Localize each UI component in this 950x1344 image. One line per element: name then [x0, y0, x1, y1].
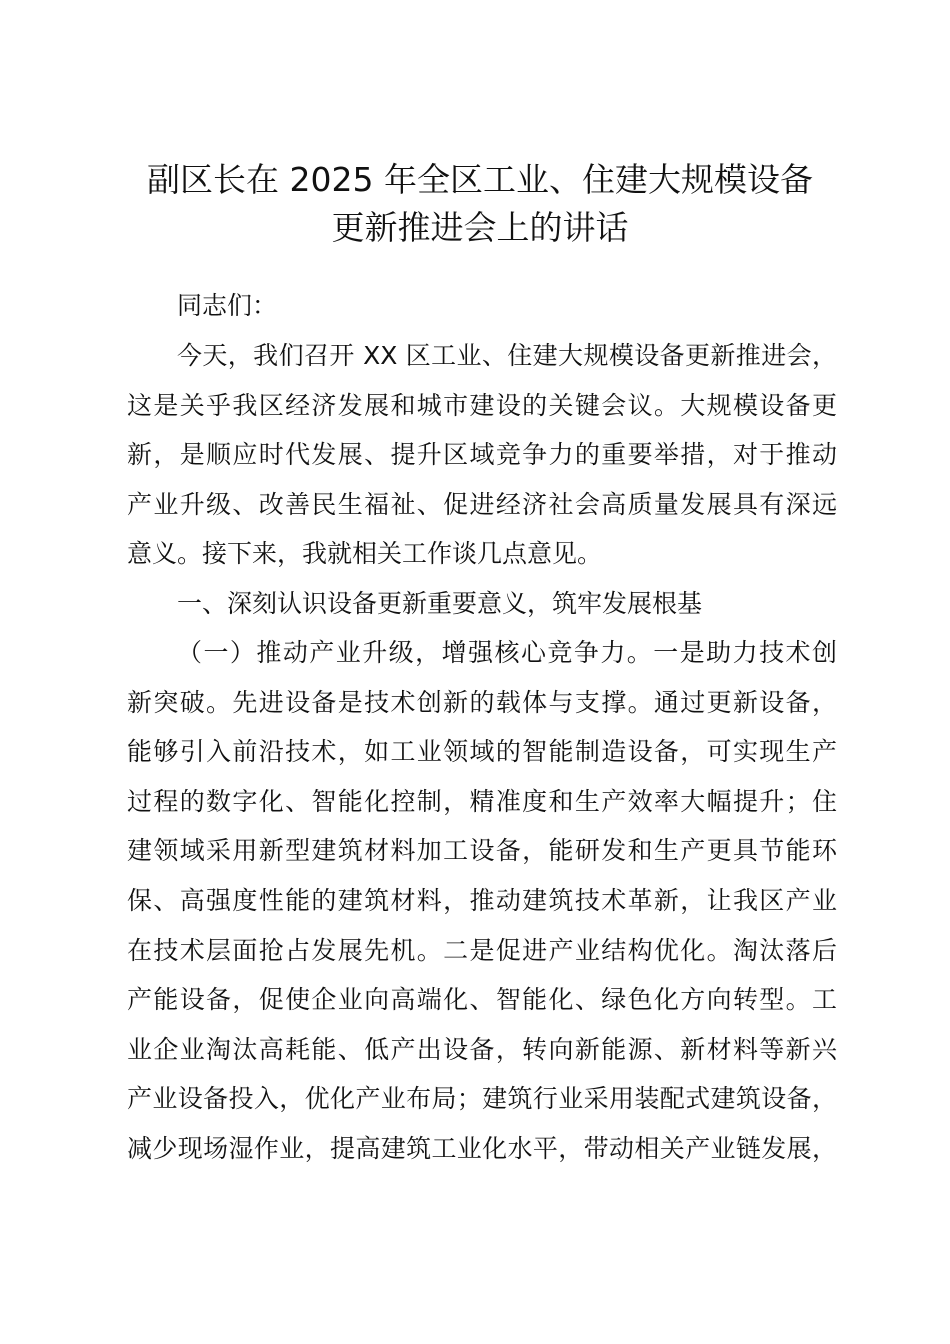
paragraph-1 — [127, 331, 837, 579]
greeting — [127, 281, 837, 331]
paragraph-2-line: 产业设备投入，优化产业布局；建筑行业采用装配式建筑设备， — [127, 1084, 837, 1114]
paragraph-2-line: 新突破。先进设备是技术创新的载体与支撑。通过更新设备， — [127, 687, 837, 717]
paragraph-1-line: 意义。接下来，我就相关工作谈几点意见。 — [127, 539, 603, 569]
paragraph-1-line: 这是关乎我区经济发展和城市建设的关键会议。大规模设备更 — [127, 390, 837, 420]
paragraph-2-line: 产能设备，促使企业向高端化、智能化、绿色化方向转型。工 — [127, 985, 837, 1015]
paragraph-1-line: 新，是顺应时代发展、提升区域竞争力的重要举措，对于推动 — [127, 440, 837, 470]
paragraph-2-line: 建领域采用新型建筑材料加工设备，能研发和生产更具节能环 — [127, 836, 837, 866]
document-title-line-2: 更新推进会上的讲话 — [331, 208, 629, 247]
paragraph-2-line: 在技术层面抢占发展先机。二是促进产业结构优化。淘汰落后 — [127, 935, 837, 965]
paragraph-2-line: 过程的数字化、智能化控制，精准度和生产效率大幅提升；住 — [127, 786, 837, 816]
paragraph-1-line: 产业升级、改善民生福祉、促进经济社会高质量发展具有深远 — [127, 489, 837, 519]
paragraph-2-line: 能够引入前沿技术，如工业领域的智能制造设备，可实现生产 — [127, 737, 837, 767]
paragraph-2-line: 保、高强度性能的建筑材料，推动建筑技术革新，让我区产业 — [127, 885, 837, 915]
section-heading-1 — [127, 579, 837, 629]
section-heading-1-text: 一、深刻认识设备更新重要意义，筑牢发展根基 — [177, 589, 703, 618]
greeting-text: 同志们： — [177, 291, 278, 320]
paragraph-2-line: 业企业淘汰高耗能、低产出设备，转向新能源、新材料等新兴 — [127, 1034, 837, 1064]
paragraph-1-line: 今天，我们召开 XX 区工业、住建大规模设备更新推进会， — [177, 341, 837, 370]
document-title-line-1: 副区长在 2025 年全区工业、住建大规模设备 — [147, 160, 813, 199]
paragraph-2-line: （一）推动产业升级，增强核心竞争力。一是助力技术创 — [177, 638, 837, 667]
paragraph-2-line: 减少现场湿作业，提高建筑工业化水平，带动相关产业链发展， — [127, 1133, 837, 1163]
paragraph-2 — [127, 628, 837, 1174]
